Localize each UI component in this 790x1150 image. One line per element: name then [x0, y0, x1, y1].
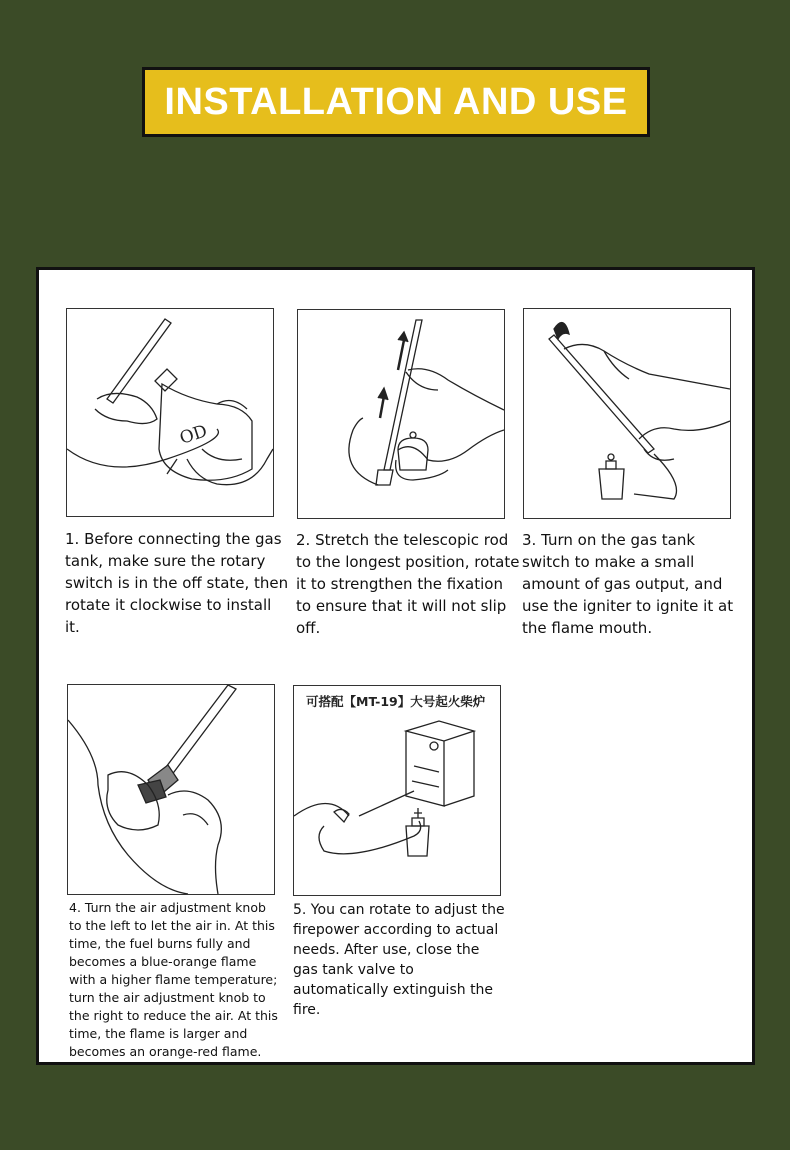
step-1-illustration — [66, 308, 274, 517]
step-3-text: 3. Turn on the gas tank switch to make a small amount of gas output, and use the igniter to ignite it at the flame mouth. — [522, 531, 734, 637]
step-4-illustration — [67, 684, 275, 895]
step-1-text: 1. Before connecting the gas tank, make sure the rotary switch is in the off state, then rotate it clockwise to install it. — [65, 530, 289, 636]
title-banner — [142, 67, 650, 137]
step-3-illustration — [523, 308, 731, 519]
step-5-caption: 可搭配【MT-19】大号起火柴炉 — [306, 694, 486, 709]
step-2-illustration — [297, 309, 505, 519]
step-5-text: 5. You can rotate to adjust the firepower according to actual needs. After use, close the gas tank valve to automatically extinguish the fire. — [293, 902, 505, 1018]
instructions-panel — [36, 267, 755, 1065]
step-4-text: 4. Turn the air adjustment knob to the left to let the air in. At this time, the fuel burns fully and becomes a blue-orange flame with a higher flame temperature; turn the air adjustment knob to the right to reduce the air. At this time, the flame is larger and becomes an orange-red flame. — [69, 900, 278, 1059]
page-title: INSTALLATION AND USE — [164, 80, 628, 123]
tank-od-label: OD — [177, 421, 210, 449]
step-2-text: 2. Stretch the telescopic rod to the longest position, rotate it to strengthen the fixation to ensure that it will not slip off. — [296, 531, 520, 637]
step-5-illustration — [293, 685, 501, 896]
